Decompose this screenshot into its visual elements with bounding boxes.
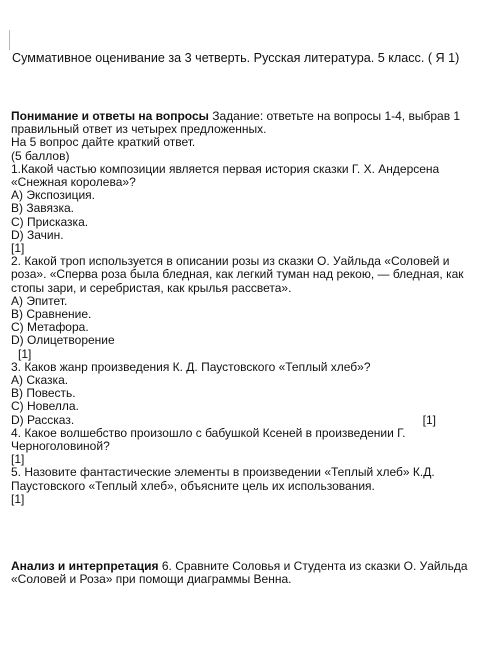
section2-line2: «Соловей и Роза» при помощи диаграммы Венна. [11, 572, 292, 587]
q4-text-line1: 4. Какое волшебство произошло с бабушкой Ксеней в произведении Г. [11, 425, 406, 440]
section1-points: (5 баллов) [11, 148, 70, 163]
q2-option-d: D) Олицетворение [11, 333, 115, 348]
document-body [11, 110, 493, 587]
q1-option-a: А) Экспозиция. [11, 188, 95, 203]
section2-line1: 6. Сравните Соловья и Студента из сказки О. Уайльда [158, 559, 468, 574]
section1-task-line2: правильный ответ из четырех предложенных. [11, 122, 267, 137]
q3-option-b: В) Повесть. [11, 386, 76, 401]
q2-score: [1] [18, 346, 32, 361]
q2-text-line3: стопы зари, и серебристая, как крылья рассвета». [11, 280, 292, 295]
q2-text-line1: 2. Какой троп используется в описании розы из сказки О. Уайльда «Соловей и [11, 254, 450, 269]
q3-option-c: С) Новелла. [11, 399, 79, 414]
q3-option-a: А) Сказка. [11, 373, 69, 388]
q5-score: [1] [11, 491, 25, 506]
q1-option-c: С) Присказка. [11, 214, 89, 229]
q1-option-b: В) Завязка. [11, 201, 75, 216]
q5-text-line1: 5. Назовите фантастические элементы в произведении «Теплый хлеб» К.Д. [11, 465, 435, 480]
q2-option-c: С) Метафора. [11, 320, 89, 335]
document-title: Суммативное оценивание за 3 четверть. Русская литература. 5 класс. ( Я 1) [12, 51, 460, 65]
q1-score: [1] [11, 241, 25, 256]
q1-text-line1: 1.Какой частью композиции является первая история сказки Г. Х. Андерсена [11, 161, 440, 176]
q2-option-a: А) Эпитет. [11, 293, 68, 308]
q3-option-d-row [11, 414, 436, 427]
q5-text-line2: Паустовского «Теплый хлеб», объясните цель их использования. [11, 478, 375, 493]
section1-task-line1: Задание: ответьте на вопросы 1-4, выбрав 1 [208, 109, 461, 123]
q3-text-line1: 3. Каков жанр произведения К. Д. Паустовского «Теплый хлеб»? [11, 359, 371, 374]
q4-score: [1] [11, 452, 25, 467]
page-edge-mark [9, 30, 10, 50]
q2-text-line2: роза». «Сперва роза была бледная, как легкий туман над рекою, — бледная, как [11, 267, 464, 282]
q3-score: [1] [422, 412, 436, 427]
q1-text-line2: «Снежная королева»? [11, 175, 136, 190]
section1-heading: Понимание и ответы на вопросы [11, 109, 209, 123]
section1-task-line3: На 5 вопрос дайте краткий ответ. [11, 135, 196, 150]
blank-space [11, 506, 493, 560]
section2-heading: Анализ и интерпретация [11, 559, 159, 574]
q3-option-d: D) Рассказ. [11, 412, 75, 427]
q2-option-b: В) Сравнение. [11, 307, 92, 322]
q1-option-d: D) Зачин. [11, 227, 64, 242]
q4-text-line2: Черноголовиной? [11, 439, 110, 454]
